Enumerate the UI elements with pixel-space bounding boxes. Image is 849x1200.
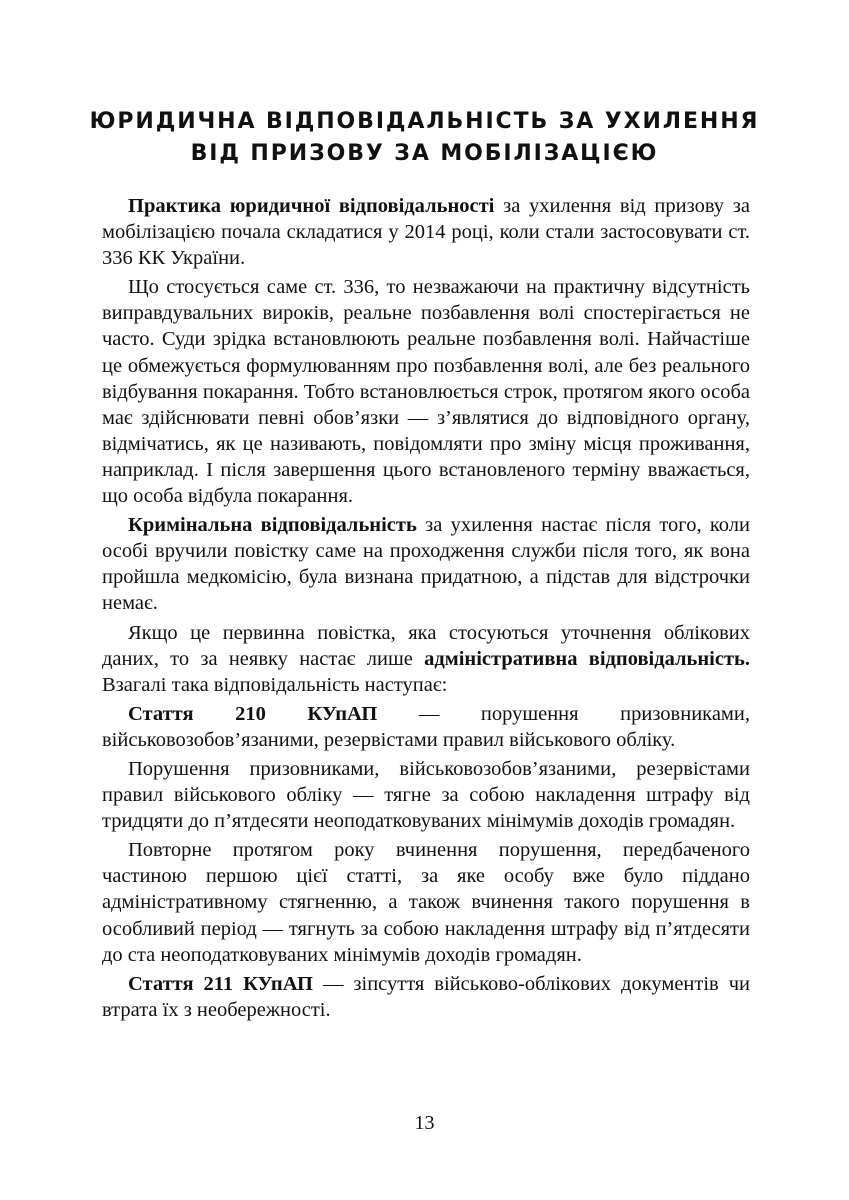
bold-term: Стаття 210 КУпАП bbox=[128, 702, 378, 725]
paragraph-text: Повторне протягом року вчинення порушення, передбаченого частиною першою цієї статті, за яке особу вже було піддано адміністративному стягненню, а також вчинення такого порушення в особливий період — тягнуть за собою накладення штрафу від п’ятдесяти до ста неоподатковуваних мінімумів доходів громадян. bbox=[102, 839, 750, 966]
paragraph-text: Взагалі така відповідальність наступає: bbox=[102, 673, 448, 696]
bold-term: Практика юридичної відповідальності bbox=[128, 195, 495, 217]
paragraph-article-211 bbox=[102, 971, 750, 1023]
paragraph-legal-practice bbox=[102, 193, 750, 271]
paragraph-text: Якщо це первинна повістка, яка стосуються уточнення облікових даних, то за неявку настає лише bbox=[102, 621, 750, 670]
paragraph-administrative-liability bbox=[102, 620, 750, 698]
paragraph-text: — зіпсуття військово-облікових документів чи втрата їх з необережності. bbox=[102, 972, 750, 1021]
paragraph-fine-repeat bbox=[102, 837, 750, 967]
body-text bbox=[102, 193, 750, 1023]
paragraph-text: за ухилення від призову за мобілізацією почала складатися у 2014 році, коли стали застосовувати ст. 336 КК України. bbox=[102, 195, 750, 270]
paragraph-text: — порушення призовниками, військовозобов’язаними, резервістами правил військового обліку. bbox=[102, 702, 750, 751]
paragraph-article-336 bbox=[102, 274, 750, 509]
title-line-2: ВІД ПРИЗОВУ ЗА МОБІЛІЗАЦІЄЮ bbox=[190, 141, 659, 166]
title-line-1: ЮРИДИЧНА ВІДПОВІДАЛЬНІСТЬ ЗА УХИЛЕННЯ bbox=[89, 109, 760, 134]
page-number: 13 bbox=[414, 1112, 435, 1134]
page-title bbox=[60, 106, 789, 170]
bold-term: адміністративна відповідальність. bbox=[424, 647, 750, 670]
bold-term: Стаття 211 КУпАП bbox=[128, 972, 313, 995]
paragraph-text: Що стосується саме ст. 336, то незважаючи на практичну відсутність виправдувальних вироків, реальне позбавлення волі спостерігається не часто. Суди зрідка встановлюють реальне позбавлення волі. Найчастіше це обмежується формулюванням про позбавлення волі, але без реального відбування покарання. Тобто встановлюється строк, протягом якого особа має здійснювати певні обов’язки — з’являтися до відповідного органу, відмічатись, як це називають, повідомляти про зміну місця проживання, наприклад. І після завершення цього встановленого терміну вважається, що особа відбула покарання. bbox=[102, 276, 750, 508]
paragraph-fine-first bbox=[102, 756, 750, 834]
paragraph-text: за ухилення настає після того, коли особі вручили повістку саме на проходження служби після того, як вона пройшла медкомісію, була визнана придатною, а підстав для відстрочки немає. bbox=[102, 514, 750, 615]
paragraph-text: Порушення призовниками, військовозобов’язаними, резервістами правил військового обліку — тягне за собою накладення штрафу від тридцяти до п’ятдесяти неоподатковуваних мінімумів доходів громадян. bbox=[102, 757, 750, 833]
paragraph-criminal-liability bbox=[102, 512, 750, 616]
paragraph-article-210 bbox=[102, 701, 750, 753]
bold-term: Кримінальна відповідальність bbox=[128, 514, 417, 537]
